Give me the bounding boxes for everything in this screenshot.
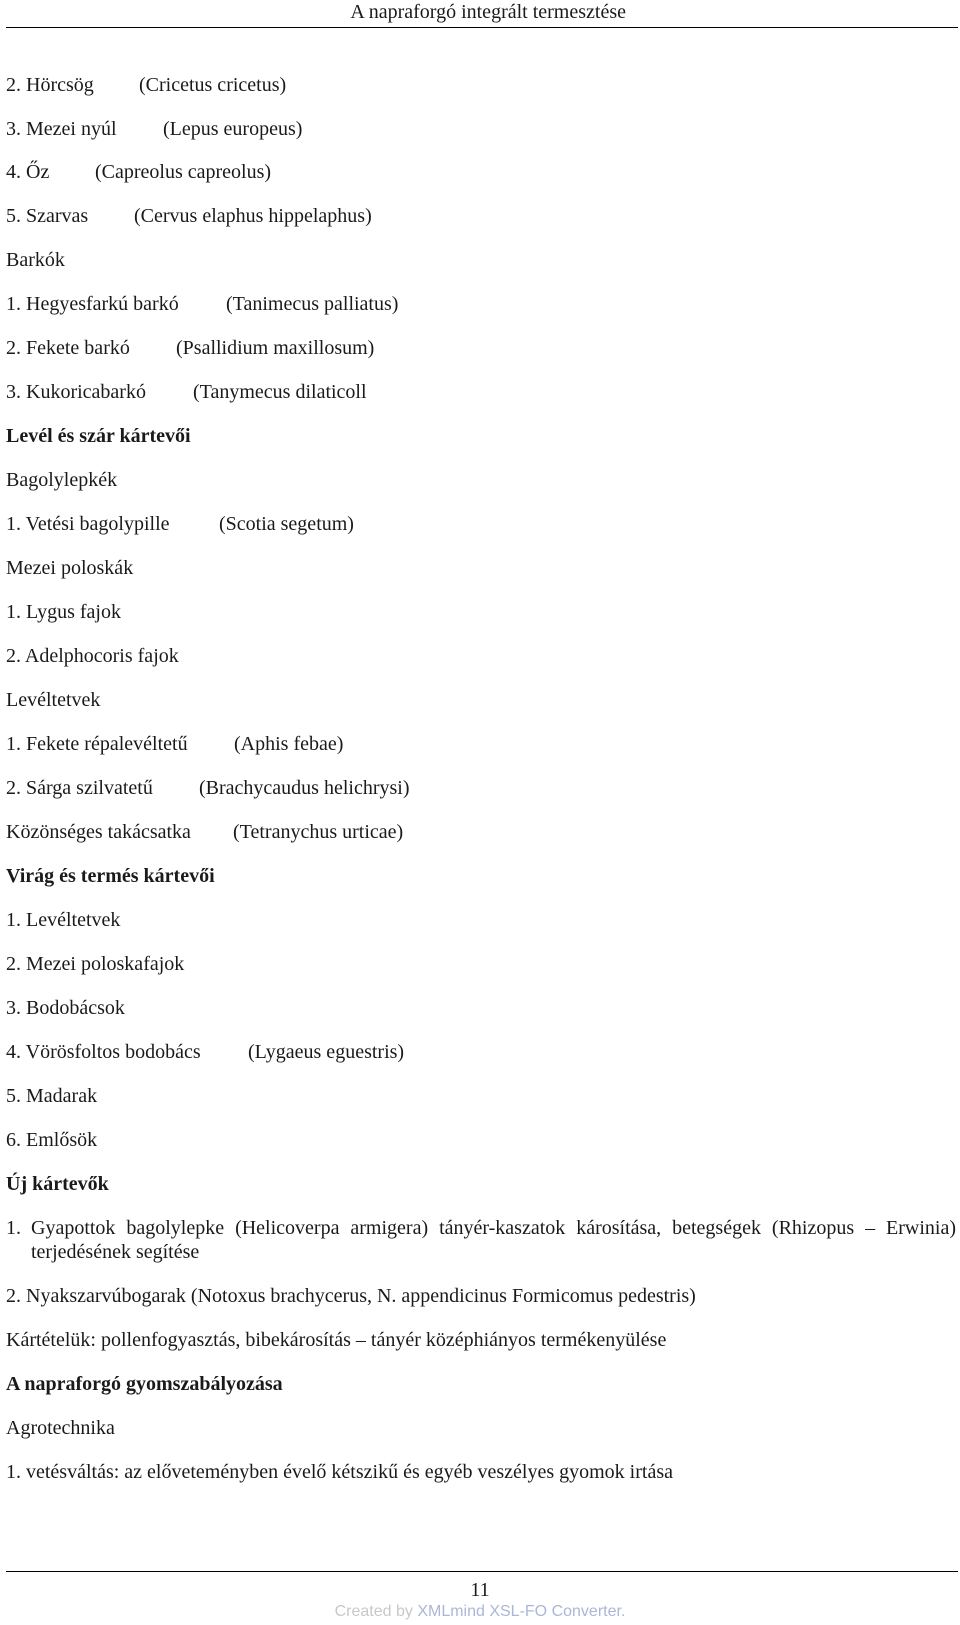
- item-name: 4. Őz: [6, 161, 50, 183]
- list-item-spider-mite: [6, 820, 403, 844]
- latin-name: (Capreolus capreolus): [95, 161, 272, 183]
- list-item-weevil-1: [6, 292, 398, 316]
- item-name: 2. Nyakszarvúbogarak (Notoxus brachycerus, N. appendicinus Formicomus pedestris): [6, 1285, 696, 1307]
- latin-name: (Psallidium maxillosum): [176, 337, 375, 359]
- latin-name: (Brachycaudus helichrysi): [199, 777, 410, 799]
- item-name: 3. Bodobácsok: [6, 997, 125, 1019]
- list-item-new-pest-2: [6, 1284, 696, 1308]
- item-name: 2. Mezei poloskafajok: [6, 953, 185, 975]
- latin-name: (Cricetus cricetus): [139, 74, 287, 96]
- latin-name: (Scotia segetum): [219, 513, 354, 535]
- latin-name: (Tanimecus palliatus): [226, 293, 399, 315]
- list-item-roe-deer: [6, 160, 271, 184]
- list-item-weevil-2: [6, 336, 374, 360]
- list-item-bug-2: [6, 644, 179, 668]
- heading-text: A napraforgó gyomszabályozása: [6, 1373, 283, 1395]
- list-item-new-pest-1: [6, 1216, 956, 1264]
- list-item-hare: [6, 117, 302, 141]
- section-heading-leaf-stem-pests: [6, 424, 191, 448]
- list-item-flower-5: [6, 1084, 97, 1108]
- item-name: 2. Sárga szilvatetű: [6, 777, 153, 799]
- footer-rule: [6, 1571, 958, 1572]
- item-name: 3. Kukoricabarkó: [6, 381, 146, 403]
- latin-name: (Cervus elaphus hippelaphus): [134, 205, 372, 227]
- heading-text: Új kártevők: [6, 1173, 109, 1195]
- item-name: 1. vetésváltás: az előveteményben évelő kétszikű és egyéb veszélyes gyomok irtása: [6, 1461, 673, 1483]
- heading-text: Levél és szár kártevői: [6, 425, 191, 447]
- latin-name: (Aphis febae): [234, 733, 344, 755]
- item-name: 2. Hörcsög: [6, 74, 94, 96]
- item-text: Gyapottok bagolylepke (Helicoverpa armigera) tányér-kaszatok károsítása, betegségek (Rhizopus – Erwinia) terjedésének segítése: [31, 1217, 956, 1263]
- list-item-red-deer: [6, 204, 372, 228]
- item-name: 6. Emlősök: [6, 1129, 98, 1151]
- section-heading-new-pests: [6, 1172, 109, 1196]
- latin-name: (Tetranychus urticae): [233, 821, 404, 843]
- item-name: 4. Vörösfoltos bodobács: [6, 1041, 201, 1063]
- item-name: 1. Hegyesfarkú barkó: [6, 293, 179, 315]
- item-name: 1. Vetési bagolypille: [6, 513, 170, 535]
- latin-name: (Lepus europeus): [163, 118, 303, 140]
- item-name: 3. Mezei nyúl: [6, 118, 117, 140]
- subheading-text: Barkók: [6, 249, 65, 271]
- running-head: A napraforgó integrált termesztése: [350, 1, 626, 23]
- latin-name: (Lygaeus eguestris): [248, 1041, 405, 1063]
- subheading-text: Levéltetvek: [6, 689, 101, 711]
- item-name: 1. Levéltetvek: [6, 909, 121, 931]
- item-name: 2. Adelphocoris fajok: [6, 645, 179, 667]
- list-item-aphid-2: [6, 776, 409, 800]
- item-name: 5. Szarvas: [6, 205, 89, 227]
- created-by-text: Created by: [334, 1603, 418, 1620]
- subheading-owlet-moths: [6, 468, 117, 492]
- item-name: Közönséges takácsatka: [6, 821, 191, 843]
- converter-name: XMLmind XSL-FO Converter.: [417, 1603, 626, 1620]
- list-item-flower-2: [6, 952, 184, 976]
- subheading-text: Mezei poloskák: [6, 557, 134, 579]
- list-item-hamster: [6, 73, 286, 97]
- list-item-weevil-3: [6, 380, 367, 404]
- item-name: 2. Fekete barkó: [6, 337, 130, 359]
- page-number: 11: [470, 1579, 490, 1601]
- item-name: 5. Madarak: [6, 1085, 98, 1107]
- subheading-agrotechnics: [6, 1416, 115, 1440]
- subheading-text: Bagolylepkék: [6, 469, 118, 491]
- footer-credit: [0, 1602, 960, 1622]
- damage-description: [6, 1328, 666, 1352]
- list-item-aphid-1: [6, 732, 343, 756]
- heading-text: Virág és termés kártevői: [6, 865, 215, 887]
- item-number: 1.: [6, 1217, 21, 1239]
- list-item-owlet-1: [6, 512, 354, 536]
- header-rule: [6, 27, 958, 28]
- list-item-flower-6: [6, 1128, 97, 1152]
- list-item-crop-rotation: [6, 1460, 673, 1484]
- list-item-flower-4: [6, 1040, 404, 1064]
- list-item-flower-1: [6, 908, 120, 932]
- subheading-text: Agrotechnika: [6, 1417, 115, 1439]
- item-name: 1. Lygus fajok: [6, 601, 121, 623]
- list-item-bug-1: [6, 600, 121, 624]
- section-heading-weed-control: [6, 1372, 283, 1396]
- list-item-flower-3: [6, 996, 125, 1020]
- section-heading-flower-fruit-pests: [6, 864, 215, 888]
- paragraph-text: Kártételük: pollenfogyasztás, bibekárosítás – tányér középhiányos termékenyülése: [6, 1329, 667, 1351]
- item-name: 1. Fekete répalevéltetű: [6, 733, 188, 755]
- latin-name: (Tanymecus dilaticoll: [193, 381, 367, 403]
- subheading-aphids: [6, 688, 100, 712]
- subheading-plant-bugs: [6, 556, 133, 580]
- subheading-weevils: [6, 248, 65, 272]
